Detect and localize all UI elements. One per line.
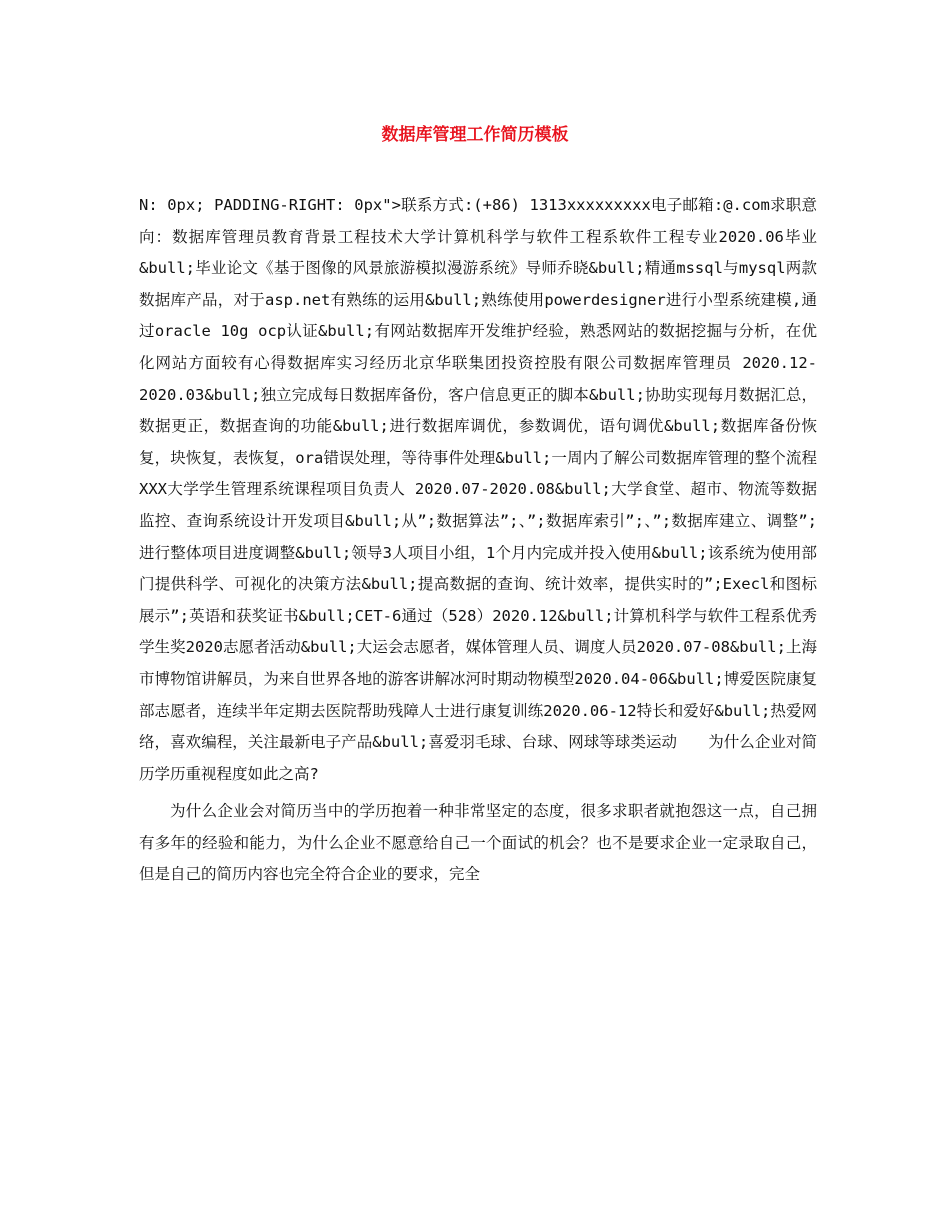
document-body	[139, 190, 817, 891]
article-paragraph: 为什么企业会对简历当中的学历抱着一种非常坚定的态度，很多求职者就抱怨这一点，自己拥有多年的经验和能力，为什么企业不愿意给自己一个面试的机会？也不是要求企业一定录取自己，但是自己的简历内容也完全符合企业的要求，完全	[139, 802, 817, 884]
resume-paragraph: N: 0px; PADDING-RIGHT: 0px">联系方式:(+86) 1313xxxxxxxxx电子邮箱:@.com求职意向：数据库管理员教育背景工程技术大学计算机科学与软件工程系软件工程专业2020.06毕业&bull;毕业论文《基于图像的风景旅游模拟漫游系统》导师乔晓&bull;精通mssql与mysql两款数据库产品，对于asp.net有熟练的运用&bull;熟练使用powerdesigner进行小型系统建模,通过oracle 10g ocp认证&bull;有网站数据库开发维护经验，熟悉网站的数据挖掘与分析，在优化网站方面较有心得数据库实习经历北京华联集团投资控股有限公司数据库管理员 2020.12-2020.03&bull;独立完成每日数据库备份，客户信息更正的脚本&bull;协助实现每月数据汇总，数据更正，数据查询的功能&bull;进行数据库调优，参数调优，语句调优&bull;数据库备份恢复，块恢复，表恢复，ora错误处理，等待事件处理&bull;一周内了解公司数据库管理的整个流程XXX大学学生管理系统课程项目负责人 2020.07-2020.08&bull;大学食堂、超市、物流等数据监控、查询系统设计开发项目&bull;从”;数据算法”;、”;数据库索引”;、”;数据库建立、调整”;进行整体项目进度调整&bull;领导3人项目小组，1个月内完成并投入使用&bull;该系统为使用部门提供科学、可视化的决策方法&bull;提高数据的查询、统计效率，提供实时的”;Execl和图标展示”;英语和获奖证书&bull;CET-6通过（528）2020.12&bull;计算机科学与软件工程系优秀学生奖2020志愿者活动&bull;大运会志愿者，媒体管理人员、调度人员2020.07-08&bull;上海市博物馆讲解员，为来自世界各地的游客讲解冰河时期动物模型2020.04-06&bull;博爱医院康复部志愿者，连续半年定期去医院帮助残障人士进行康复训练2020.06-12特长和爱好&bull;热爱网络，喜欢编程，关注最新电子产品&bull;喜爱羽毛球、台球、网球等球类运动 为什么企业对简历学历重视程度如此之高?	[139, 196, 817, 783]
document-title: 数据库管理工作简历模板	[381, 125, 569, 145]
